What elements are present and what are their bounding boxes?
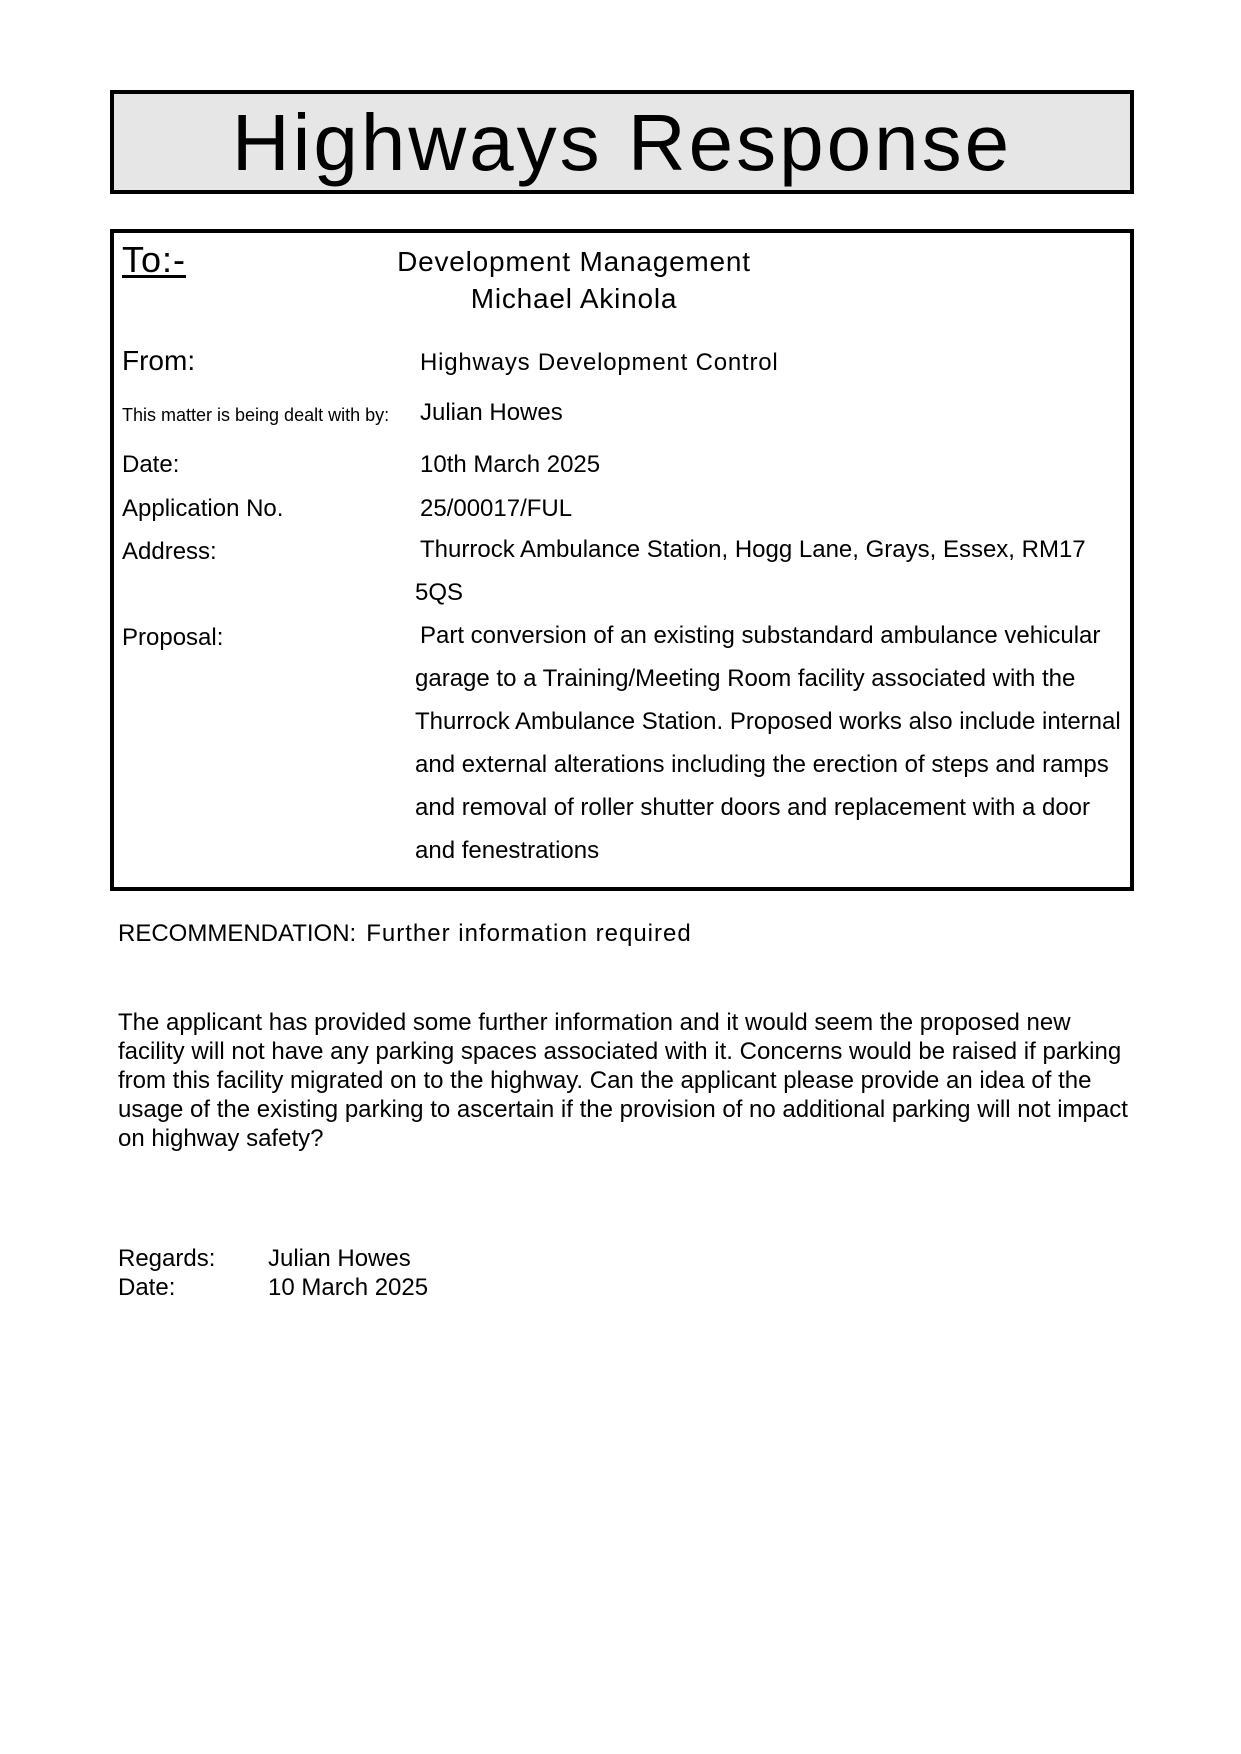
from-value: Highways Development Control <box>420 349 779 376</box>
recommendation <box>118 920 692 948</box>
regards-label: Regards: <box>118 1245 216 1272</box>
to-recipient <box>374 243 774 317</box>
proposal-label: Proposal: <box>122 624 224 651</box>
to-person: Michael Akinola <box>470 283 678 314</box>
address-label: Address: <box>122 538 217 565</box>
recommendation-label: RECOMMENDATION: <box>118 920 357 947</box>
date-value: 10th March 2025 <box>420 451 601 478</box>
signoff-date-value: 10 March 2025 <box>268 1274 429 1301</box>
signoff-date-label: Date: <box>118 1274 176 1301</box>
page-title: Highways Response <box>231 98 1013 187</box>
application-value: 25/00017/FUL <box>420 495 573 522</box>
address-value: Thurrock Ambulance Station, Hogg Lane, Grays, Essex, RM17 5QS <box>415 536 1086 606</box>
from-label: From: <box>122 345 196 376</box>
title-box <box>110 90 1134 194</box>
response-body: The applicant has provided some further information and it would seem the proposed new facility will not have any parking spaces associated with it. Concerns would be raised if parking from this facility migrated on to the highway. Can the applicant please provide an idea of the usage of the existing parking to ascertain if the provision of no additional parking will not impact on highway safety? <box>118 1009 1128 1152</box>
application-label: Application No. <box>122 495 284 522</box>
proposal-value: Part conversion of an existing substandard ambulance vehicular garage to a Training/Meeting Room facility associated with the Thurrock Ambulance Station. Proposed works also include internal and external alterations including the erection of steps and ramps and removal of roller shutter doors and replacement with a door and fenestrations <box>415 622 1121 864</box>
regards-value: Julian Howes <box>268 1245 411 1272</box>
dealt-with-value: Julian Howes <box>420 399 563 426</box>
recommendation-value: Further information required <box>366 920 692 947</box>
date-label: Date: <box>122 451 180 478</box>
to-department: Development Management <box>397 246 751 277</box>
dealt-with-label: This matter is being dealt with by: <box>122 405 390 425</box>
details-box <box>110 229 1134 891</box>
to-label: To:- <box>122 239 187 280</box>
